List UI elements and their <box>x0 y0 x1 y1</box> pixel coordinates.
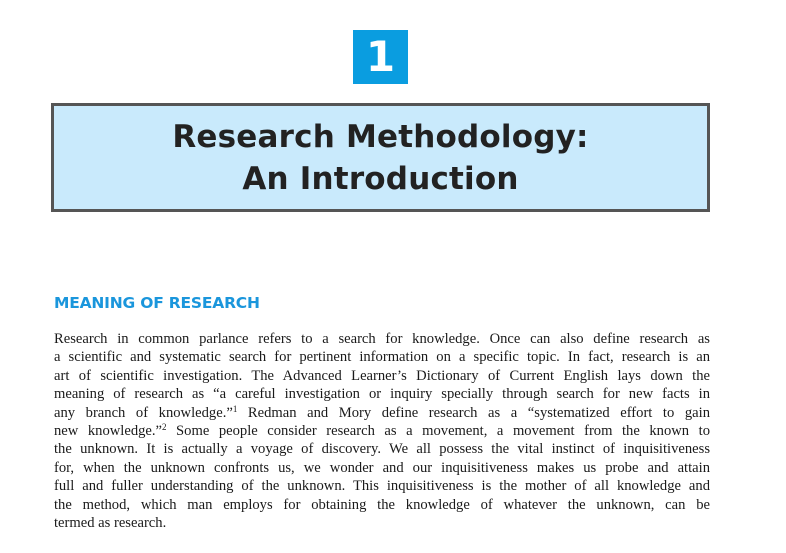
body-paragraph <box>54 330 710 532</box>
paragraph-text: any branch of knowledge.” <box>54 404 233 421</box>
paragraph-text: new knowledge.” <box>54 423 163 440</box>
footnote-ref-1: 1 <box>232 403 238 414</box>
paragraph-line: full and fuller understanding of the unknown. This inquisitiveness is the mother of all knowledge and <box>54 478 710 495</box>
chapter-number-badge: 1 <box>353 30 408 84</box>
paragraph-line: the unknown. It is actually a voyage of discovery. We all possess the vital instinct of inquisitiveness <box>54 441 710 458</box>
section-heading: MEANING OF RESEARCH <box>54 294 260 312</box>
paragraph-line <box>54 422 710 440</box>
paragraph-text: Some people consider research as a movement, a movement from the known to <box>166 423 710 440</box>
chapter-title-box <box>51 103 710 212</box>
paragraph-line: meaning of research as “a careful investigation or inquiry specially through search for new facts in <box>54 386 710 403</box>
paragraph-text: Redman and Mory define research as a “systematized effort to gain <box>237 404 710 421</box>
paragraph-line: Research in common parlance refers to a search for knowledge. Once can also define research as <box>54 331 710 347</box>
paragraph-line: art of scientific investigation. The Advanced Learner’s Dictionary of Current English lays down the <box>54 367 710 384</box>
paragraph-line: the method, which man employs for obtaining the knowledge of whatever the unknown, can be <box>54 496 710 513</box>
paragraph-line: termed as research. <box>54 515 167 532</box>
paragraph-line: a scientific and systematic search for pertinent information on a specific topic. In fact, research is an <box>54 349 710 366</box>
chapter-title-line-1: Research Methodology: <box>172 118 589 155</box>
chapter-title-line-2: An Introduction <box>242 160 519 197</box>
footnote-ref-2: 2 <box>162 422 167 433</box>
paragraph-line: for, when the unknown confronts us, we wonder and our inquisitiveness makes us probe and attain <box>54 459 710 476</box>
paragraph-line <box>54 404 710 422</box>
